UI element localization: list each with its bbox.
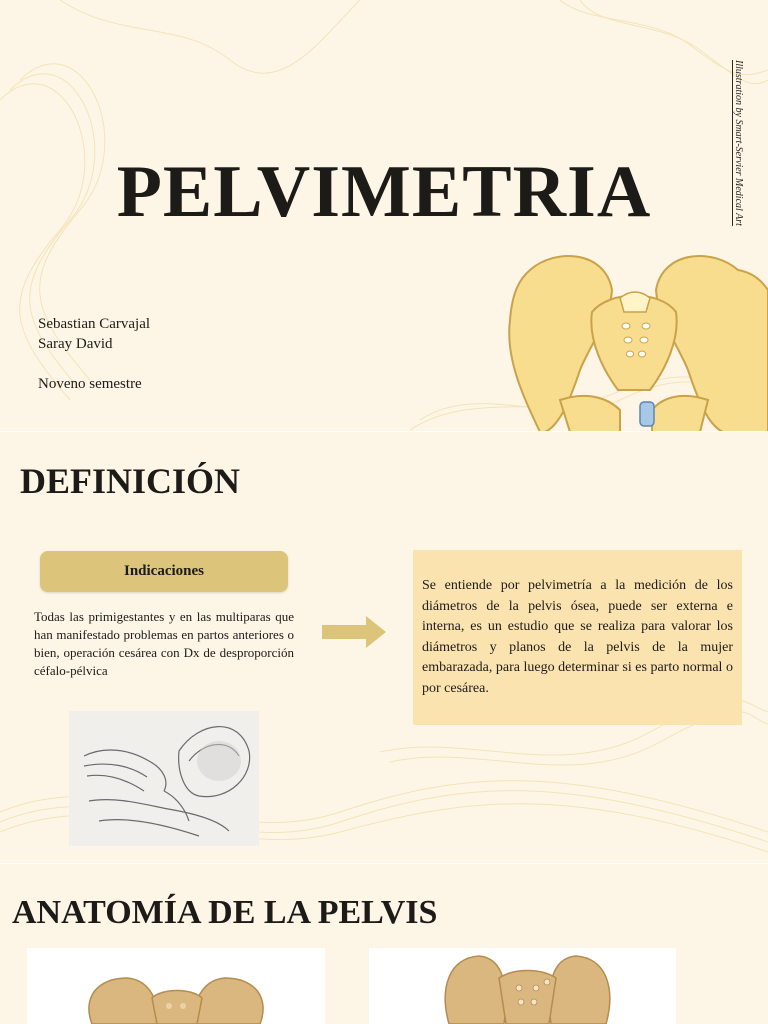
illustration-credit[interactable]: Illustration by Smart-Servier Medical Art <box>733 60 744 226</box>
anatomy-slide <box>0 864 768 1024</box>
indications-text: Todas las primigestantes y en las multiparas que han manifestado problemas en partos anteriores o bien, operación cesárea con Dx de desproporción céfalo-pélvica <box>34 609 294 678</box>
definition-box: Se entiende por pelvimetría a la medición de los diámetros de la pelvis ósea, puede ser externa e interna, es un estudio que se realiza para valorar los diámetros y planos de la pelvis de la mujer embarazada, para luego determinar si es parto normal o por cesárea. <box>413 550 742 725</box>
pelvis-illustration <box>500 250 768 432</box>
examination-sketch-image <box>69 711 259 846</box>
section-title: ANATOMÍA DE LA PELVIS <box>12 894 438 931</box>
right-arrow-icon <box>322 616 386 648</box>
definition-slide <box>0 432 768 864</box>
page-title: PELVIMETRIA <box>116 151 652 233</box>
pelvis-photo <box>27 948 325 1024</box>
indications-header: Indicaciones <box>40 551 288 592</box>
semester-label: Noveno semestre <box>38 376 142 392</box>
pelvis-photo <box>369 948 676 1024</box>
authors-block <box>38 314 150 354</box>
section-title: DEFINICIÓN <box>20 461 241 501</box>
author-name: Saray David <box>38 336 113 352</box>
cover-slide <box>0 0 768 432</box>
author-name: Sebastian Carvajal <box>38 316 151 332</box>
